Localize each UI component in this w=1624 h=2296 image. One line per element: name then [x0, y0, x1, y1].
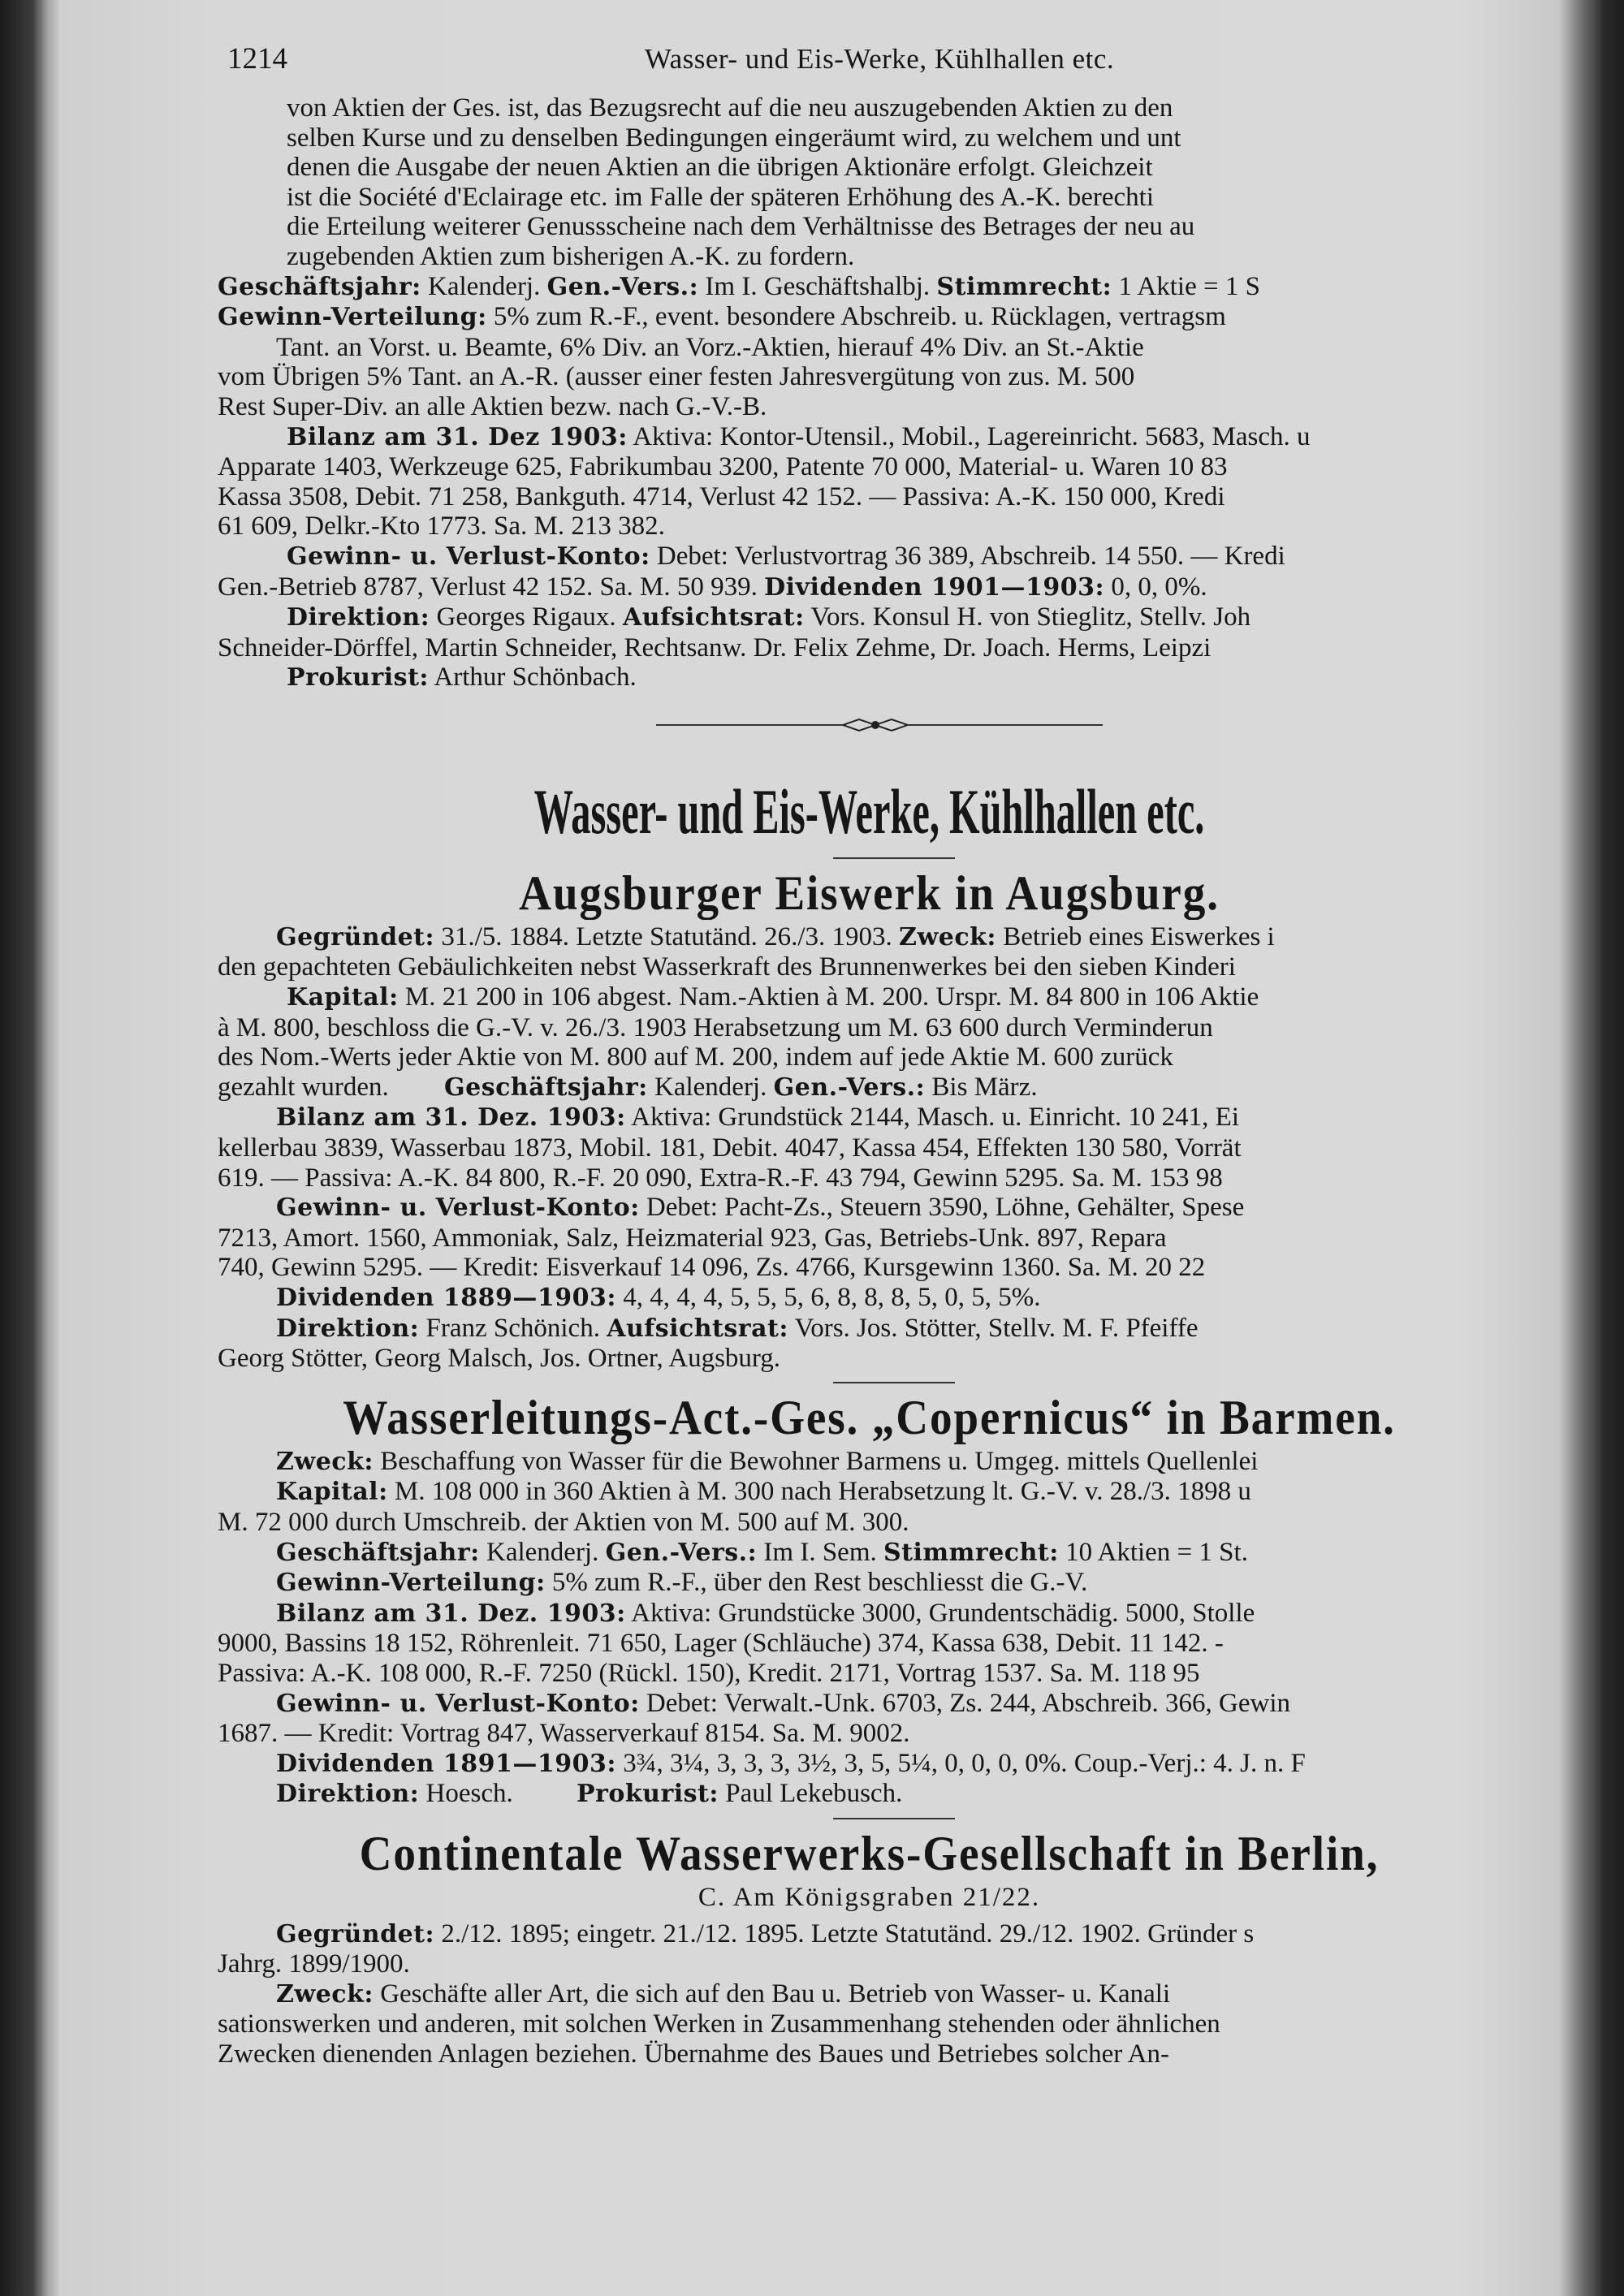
label: Aufsichtsrat:	[607, 1314, 788, 1343]
label: Bilanz am 31. Dez. 1903:	[276, 1599, 626, 1628]
company-title: Augsburger Eiswerk in Augsburg.	[519, 865, 1220, 920]
dividend-line	[218, 1749, 1521, 1780]
label: Geschäftsjahr:	[218, 272, 421, 301]
value: Im I. Geschäftshalbj.	[698, 271, 937, 301]
value: 10 Aktien = 1 St.	[1058, 1537, 1248, 1567]
text-line: den gepachteten Gebäulichkeiten nebst Wasserkraft des Brunnenwerkes bei den sieben Kinderi	[218, 952, 1236, 982]
value: Kalenderj.	[479, 1537, 606, 1567]
company-entry-augsburg	[218, 864, 1521, 1374]
label: Aufsichtsrat:	[622, 603, 805, 632]
value: Kalenderj.	[421, 271, 547, 301]
section-title: Wasser- und Eis-Werke, Kühlhallen etc.	[533, 775, 1205, 847]
label: Stimmrecht:	[936, 272, 1112, 301]
text-line: Apparate 1403, Werkzeuge 625, Fabrikumbau 3200, Patente 70 000, Material- u. Waren 10 83	[218, 452, 1228, 482]
value: Paul Lekebusch.	[718, 1779, 903, 1809]
document-page	[218, 45, 1521, 2296]
label: Zweck:	[276, 1447, 374, 1476]
text-line: Rest Super-Div. an alle Aktien bezw. nach G.-V.-B.	[218, 391, 767, 421]
value: 3¾, 3¼, 3, 3, 3, 3½, 3, 5, 5¼, 0, 0, 0, 0%. Coup.-Verj.: 4. J. n. F	[616, 1748, 1306, 1778]
text-line: denen die Ausgabe der neuen Aktien an die übrigen Aktionäre erfolgt. Gleichzeit	[287, 153, 1153, 183]
value: Vors. Konsul H. von Stieglitz, Stellv. Joh	[804, 602, 1251, 632]
text-line: Tant. an Vorst. u. Beamte, 6% Div. an Vorz.-Aktien, hierauf 4% Div. an St.-Aktie	[276, 332, 1144, 362]
text-line: M. 72 000 durch Umschreib. der Aktien von M. 500 auf M. 300.	[218, 1507, 909, 1537]
value: Beschaffung von Wasser für die Bewohner Barmens u. Umgeg. mittels Quellenlei	[373, 1446, 1259, 1476]
value: Aktiva: Grundstück 2144, Masch. u. Einricht. 10 241, Ei	[625, 1103, 1239, 1133]
text-line: 619. — Passiva: A.-K. 84 800, R.-F. 20 090, Extra-R.-F. 43 794, Gewinn 5295. Sa. M. 153 98	[218, 1163, 1223, 1193]
value: Kalenderj.	[647, 1072, 774, 1102]
text-line: sationswerken und anderen, mit solchen Werken in Zusammenhang stehenden oder ähnlichen	[218, 2009, 1220, 2039]
fiscal-line	[218, 272, 1521, 303]
value: Arthur Schönbach.	[429, 662, 637, 693]
value: 2./12. 1895; eingetr. 21./12. 1895. Letzte Statutänd. 29./12. 1902. Gründer s	[434, 1918, 1255, 1949]
value: Gen.-Betrieb 8787, Verlust 42 152. Sa. M. 50 939.	[218, 572, 765, 602]
value: 5% zum R.-F., über den Rest beschliesst die G.-V.	[545, 1568, 1088, 1598]
label: Zweck:	[276, 1979, 374, 2009]
value: 31./5. 1884. Letzte Statutänd. 26./3. 1903.	[434, 921, 900, 952]
dividend-line	[218, 572, 1521, 603]
label: Gegründet:	[276, 1919, 435, 1949]
label: Dividenden 1901—1903:	[764, 572, 1105, 602]
text-line: 9000, Bassins 18 152, Röhrenleit. 71 650, Lager (Schläuche) 374, Kassa 638, Debit. 11 142. -	[218, 1629, 1224, 1659]
balance-line	[218, 422, 1521, 453]
label: Dividenden 1889—1903:	[276, 1284, 617, 1312]
label: Bilanz am 31. Dez. 1903:	[276, 1103, 626, 1133]
page-number: 1214	[227, 45, 287, 76]
text-line: selben Kurse und zu denselben Bedingungen eingeräumt wird, zu welchem und unt	[287, 123, 1181, 153]
label: Zweck:	[899, 922, 996, 952]
value: Betrieb eines Eiswerkes i	[996, 921, 1275, 952]
value: Vors. Jos. Stötter, Stellv. M. F. Pfeiffe	[788, 1313, 1199, 1343]
fiscal-line	[218, 1072, 1521, 1103]
company-title: Wasserleitungs-Act.-Ges. „Copernicus“ in Barmen.	[343, 1390, 1396, 1444]
pl-account-line	[218, 1193, 1521, 1224]
label: Direktion:	[276, 1314, 420, 1343]
text-line: 7213, Amort. 1560, Ammoniak, Salz, Heizmaterial 923, Gas, Betriebs-Unk. 897, Repara	[218, 1223, 1167, 1253]
value: 5% zum R.-F., event. besondere Abschreib. u. Rücklagen, vertragsm	[486, 302, 1226, 332]
board-line	[218, 1779, 1521, 1810]
balance-line	[218, 1599, 1521, 1629]
company-address: C. Am Königsgraben 21/22.	[698, 1882, 1041, 1912]
ornament-rule-right	[908, 724, 1103, 726]
value: Debet: Verwalt.-Unk. 6703, Zs. 244, Abschreib. 366, Gewin	[639, 1688, 1291, 1718]
founded-line	[218, 922, 1521, 953]
capital-line	[218, 982, 1521, 1013]
value: 1 Aktie = 1 S	[1112, 271, 1260, 301]
value: Geschäfte aller Art, die sich auf den Bau u. Betrieb von Wasser- u. Kanali	[373, 1979, 1171, 2009]
label: Gen.-Vers.:	[605, 1538, 758, 1567]
text-line: Schneider-Dörffel, Martin Schneider, Rechtsanw. Dr. Felix Zehme, Dr. Joach. Herms, Leipzi	[218, 632, 1212, 662]
divider	[833, 1382, 955, 1383]
value: Debet: Verlustvortrag 36 389, Abschreib. 14 550. — Kredi	[650, 541, 1285, 571]
divider	[833, 857, 955, 859]
text-line: Jahrg. 1899/1900.	[218, 1949, 410, 1979]
label: Gewinn- u. Verlust-Konto:	[287, 542, 650, 571]
running-title: Wasser- und Eis-Werke, Kühlhallen etc.	[644, 45, 1115, 75]
running-header	[218, 45, 1521, 93]
text-line: Kassa 3508, Debit. 71 258, Bankguth. 4714, Verlust 42 152. — Passiva: A.-K. 150 000, Kredi	[218, 481, 1225, 511]
founded-line	[218, 1919, 1521, 1950]
pl-account-line	[218, 542, 1521, 572]
label: Gewinn-Verteilung:	[218, 303, 487, 332]
text-line: 1687. — Kredit: Vortrag 847, Wasserverkauf 8154. Sa. M. 9002.	[218, 1719, 910, 1749]
company-entry-copernicus	[218, 1388, 1521, 1810]
value: Bis März.	[925, 1072, 1038, 1102]
text-line: 61 609, Delkr.-Kto 1773. Sa. M. 213 382.	[218, 511, 665, 542]
text-line: ist die Société d'Eclairage etc. im Falle der späteren Erhöhung des A.-K. berechti	[287, 182, 1154, 212]
text-line: à M. 800, beschloss die G.-V. v. 26./3. 1903 Herabsetzung um M. 63 600 durch Verminderun	[218, 1012, 1213, 1042]
text-line: vom Übrigen 5% Tant. an A.-R. (ausser einer festen Jahresvergütung von zus. M. 500	[218, 362, 1135, 392]
value: Debet: Pacht-Zs., Steuern 3590, Löhne, Gehälter, Spese	[639, 1193, 1245, 1223]
pl-account-line	[218, 1689, 1521, 1720]
procurist-line	[218, 662, 1521, 693]
label: Gewinn- u. Verlust-Konto:	[276, 1193, 640, 1223]
purpose-line	[218, 1979, 1521, 2010]
purpose-line	[218, 1447, 1521, 1478]
text-line: zugebenden Aktien zum bisherigen A.-K. zu fordern.	[287, 241, 855, 271]
label: Direktion:	[276, 1780, 420, 1809]
label: Direktion:	[287, 603, 430, 632]
dividend-line	[218, 1283, 1521, 1314]
value: Aktiva: Grundstücke 3000, Grundentschädig. 5000, Stolle	[625, 1598, 1255, 1628]
company-entry-continentale	[218, 1824, 1521, 2069]
value: 4, 4, 4, 4, 5, 5, 5, 6, 8, 8, 8, 5, 0, 5, 5%.	[616, 1283, 1041, 1312]
text-line: Georg Stötter, Georg Malsch, Jos. Ortner, Augsburg.	[218, 1344, 781, 1374]
value: M. 21 200 in 106 abgest. Nam.-Aktien à M. 200. Urspr. M. 84 800 in 106 Aktie	[398, 982, 1259, 1012]
capital-line	[218, 1477, 1521, 1508]
value: Im I. Sem.	[757, 1537, 883, 1567]
company-title: Continentale Wasserwerks-Gesellschaft in Berlin,	[359, 1826, 1380, 1880]
profit-distribution	[218, 1568, 1521, 1599]
label: Gen.-Vers.:	[546, 272, 699, 301]
board-line	[218, 1314, 1521, 1344]
value: Georges Rigaux.	[430, 602, 623, 632]
text-line: die Erteilung weiterer Genussscheine nach dem Verhältnisse des Betrages der neu au	[287, 212, 1195, 242]
label: Prokurist:	[576, 1780, 719, 1809]
text-line: des Nom.-Werts jeder Aktie von M. 800 auf M. 200, indem auf jede Aktie M. 600 zurück	[218, 1042, 1173, 1072]
label: Kapital:	[287, 983, 399, 1012]
balance-line	[218, 1103, 1521, 1133]
label: Dividenden 1891—1903:	[276, 1749, 617, 1778]
text-line: Passiva: A.-K. 108 000, R.-F. 7250 (Rückl. 150), Kredit. 2171, Vortrag 1537. Sa. M. 118 95	[218, 1658, 1200, 1688]
value: 0, 0, 0%.	[1104, 572, 1207, 602]
value: gezahlt wurden.	[218, 1072, 395, 1102]
value: Aktiva: Kontor-Utensil., Mobil., Lagereinricht. 5683, Masch. u	[627, 421, 1311, 451]
label: Prokurist:	[287, 663, 429, 693]
board-line	[218, 602, 1521, 633]
previous-entry	[218, 93, 1521, 693]
ornament-rule-left	[656, 724, 843, 726]
text-line: kellerbau 3839, Wasserbau 1873, Mobil. 181, Debit. 4047, Kassa 454, Effekten 130 580, Vorrät	[218, 1133, 1242, 1163]
value: Franz Schönich.	[419, 1313, 607, 1343]
label: Gewinn-Verteilung:	[276, 1569, 546, 1598]
fiscal-line	[218, 1538, 1521, 1569]
label: Stimmrecht:	[883, 1538, 1059, 1567]
value: M. 108 000 in 360 Aktien à M. 300 nach Herabsetzung lt. G.-V. v. 28./3. 1898 u	[387, 1477, 1251, 1507]
value: Hoesch.	[419, 1779, 520, 1809]
text-line: Zwecken dienenden Anlagen beziehen. Übernahme des Baues und Betriebes solcher An-	[218, 2039, 1169, 2069]
label: Geschäftsjahr:	[276, 1538, 480, 1567]
label: Gewinn- u. Verlust-Konto:	[276, 1689, 640, 1718]
label: Geschäftsjahr:	[444, 1072, 648, 1102]
text-line: von Aktien der Ges. ist, das Bezugsrecht auf die neu auszugebenden Aktien zu den	[287, 93, 1173, 123]
ornament-divider	[218, 693, 1521, 766]
divider	[833, 1818, 955, 1819]
label: Bilanz am 31. Dez 1903:	[287, 422, 628, 451]
text-line: 740, Gewinn 5295. — Kredit: Eisverkauf 14 096, Zs. 4766, Kursgewinn 1360. Sa. M. 20 22	[218, 1253, 1206, 1283]
label: Gen.-Vers.:	[773, 1072, 926, 1102]
label: Kapital:	[276, 1478, 388, 1507]
label: Gegründet:	[276, 922, 435, 952]
ornament-icon	[843, 716, 908, 734]
profit-distribution	[218, 302, 1521, 333]
